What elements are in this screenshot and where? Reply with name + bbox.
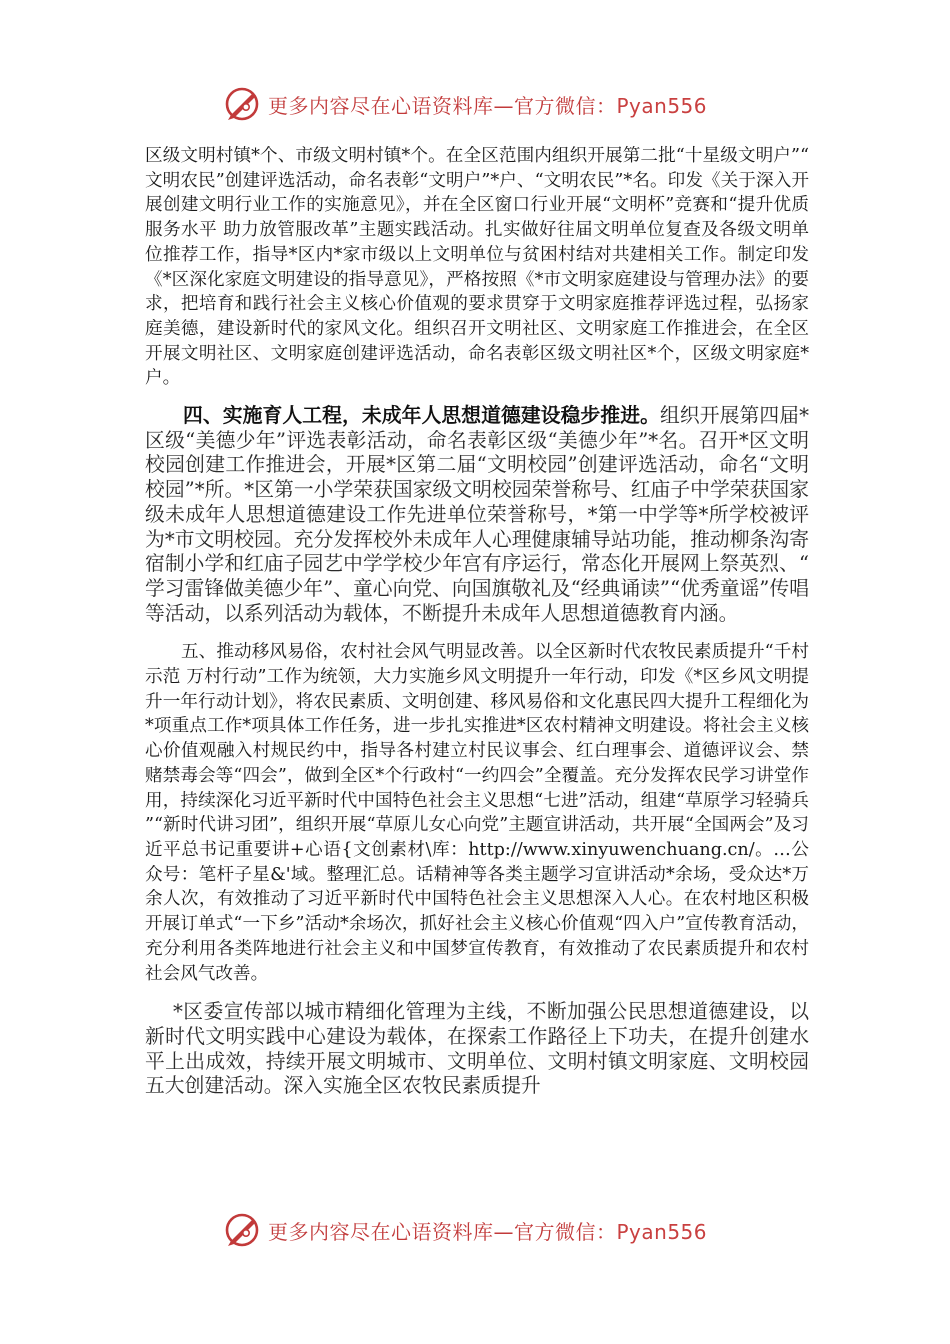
document-body [145, 144, 809, 1099]
watermark-brand: 更多内容尽在心语资料库 [268, 1219, 494, 1244]
watermark-dash: — [493, 1219, 514, 1244]
watermark-brand: 更多内容尽在心语资料库 [268, 93, 494, 118]
watermark-text [268, 90, 707, 119]
watermark-wechat-handle: Pyan556 [616, 1219, 708, 1244]
pen-logo-icon [222, 84, 262, 124]
header-watermark [222, 84, 707, 124]
pen-logo-icon [222, 1210, 262, 1250]
paragraph-education-project [145, 403, 809, 626]
watermark-wechat-handle: Pyan556 [616, 93, 708, 118]
watermark-text [268, 1216, 707, 1245]
section-four-body: 组织开展第四届*区级“美德少年”评选表彰活动，命名表彰区级“美德少年”*名。召开*区文明校园创建工作推进会，开展*区第二届“文明校园”创建评选活动，命名“文明校园”*所。*区第一小学荣获国家级文明校园荣誉称号、红庙子中学荣获国家级未成年人思想道德建设工作先进单位荣誉称号，*第一中学等*所学校被评为*市文明校园。充分发挥校外未成年人心理健康辅导站功能，推动柳条沟寄宿制小学和红庙子园艺中学学校少年宫有序运行，常态化开展网上祭英烈、“学习雷锋做美德少年”、童心向党、向国旗敬礼及“经典诵读”“优秀童谣”传唱等活动，以系列活动为载体，不断提升未成年人思想道德教育内涵。 [145, 404, 809, 625]
paragraph-civilized-towns: 区级文明村镇*个、市级文明村镇*个。在全区范围内组织开展第二批“十星级文明户”“文明农民”创建评选活动，命名表彰“文明户”*户、“文明农民”*名。印发《关于深入开展创建文明行业工作的实施意见》，并在全区窗口行业开展“文明杯”竞赛和“提升优质服务水平 助力放管服改革”主题实践活动。扎实做好往届文明单位复查及各级文明单位推荐工作，指导*区内*家市级以上文明单位与贫困村结对共建相关工作。制定印发《*区深化家庭文明建设的指导意见》，严格按照《*市文明家庭建设与管理办法》的要求，把培育和践行社会主义核心价值观的要求贯穿于文明家庭推荐评选过程，弘扬家庭美德，建设新时代的家风文化。组织召开文明社区、文明家庭工作推进会，在全区开展文明社区、文明家庭创建评选活动，命名表彰区级文明社区*个，区级文明家庭*户。 [145, 146, 809, 389]
watermark-wechat-label: 官方微信： [514, 1219, 617, 1244]
section-heading-four: 四、实施育人工程，未成年人思想道德建设稳步推进。 [183, 403, 660, 428]
paragraph-customs-reform: 五、推动移风易俗，农村社会风气明显改善。以全区新时代农牧民素质提升“千村示范 万村行动”工作为统领，大力实施乡风文明提升一年行动，印发《*区乡风文明提升一年行动计划》，将农民素质、文明创建、移风易俗和文化惠民四大提升工程细化为*项重点工作*项具体工作任务，进一步扎实推进*区农村精神文明建设。将社会主义核心价值观融入村规民约中，指导各村建立村民议事会、红白理事会、道德评议会、禁赌禁毒会等“四会”，做到全区*个行政村“一约四会”全覆盖。充分发挥农民学习讲堂作用，持续深化习近平新时代中国特色社会主义思想“七进”活动，组建“草原学习轻骑兵”“新时代讲习团”，组织开展“草原儿女心向党”主题宣讲活动，共开展“全国两会”及习近平总书记重要讲+心语{文创素材\库：http://www.xinyuwenchuang.cn/。…公众号：笔杆子星&'域。整理汇总。话精神等各类主题学习宣讲活动*余场，受众达*万余人次，有效推动了习近平新时代中国特色社会主义思想深入人心。在农村地区积极开展订单式“一下乡”活动*余场次，抓好社会主义核心价值观“四入户”宣传教育活动，充分利用各类阵地进行社会主义和中国梦宣传教育，有效推动了农民素质提升和农村社会风气改善。 [145, 642, 809, 984]
watermark-dash: — [493, 93, 514, 118]
paragraph-propaganda-summary: *区委宣传部以城市精细化管理为主线，不断加强公民思想道德建设，以新时代文明实践中心建设为载体，在探索工作路径上下功夫，在提升创建水平上出成效，持续开展文明城市、文明单位、文明村镇文明家庭、文明校园五大创建活动。深入实施全区农牧民素质提升 [145, 1000, 809, 1098]
watermark-wechat-label: 官方微信： [514, 93, 617, 118]
footer-watermark [222, 1210, 707, 1250]
